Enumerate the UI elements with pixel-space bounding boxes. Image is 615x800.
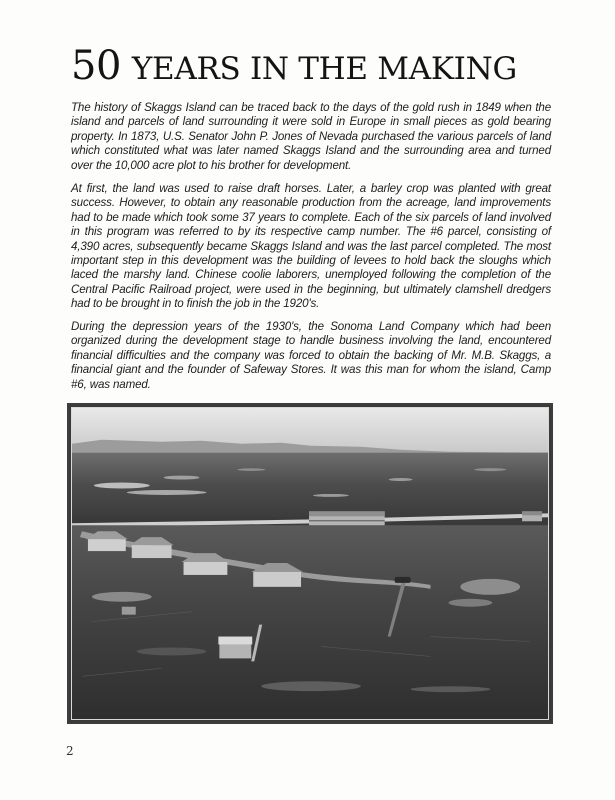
photo-image [71,407,549,720]
page-title [71,43,517,89]
historic-photo [67,403,553,724]
page-number: 2 [66,744,74,758]
title-text: YEARS IN THE MAKING [131,51,517,87]
title-number: 50 [71,43,121,89]
aerial-camp-photo-illustration [72,408,548,719]
paragraph-depression: During the depression years of the 1930's, the Sonoma Land Company which had been organized during the development stage to handle business involving the land, encountered financial difficulties and the company was forced to obtain the backing of Mr. M.B. Skaggs, a financial giant and the founder of Safeway Stores. It was this man for whom the island, Camp #6, was named. [71,320,551,391]
paragraph-development: At first, the land was used to raise draft horses. Later, a barley crop was planted with great success. However, to obtain any reasonable production from the acreage, land improvements had to be made which took some 37 years to complete. Each of the six parcels of land involved in this program was referred to by its respective camp number. The #6 parcel, consisting of 4,390 acres, subsequently became Skaggs Island and was the last parcel completed. The most important step in this development was the building of levees to hold back the sloughs which laced the marshy land. Chinese coolie laborers, unemployed following the completion of the Central Pacific Railroad project, were used in the beginning, but ultimately clamshell dredgers had to be brought in to finish the job in the 1920's. [71,182,551,311]
paragraph-history: The history of Skaggs Island can be traced back to the days of the gold rush in 1849 when the island and parcels of land surrounding it were sold in Europe in small pieces as gold bearing property. In 1873, U.S. Senator John P. Jones of Nevada purchased the various parcels of land which constituted what was later named Skaggs Island and the surrounding area and turned over the 10,000 acre plot to his brother for development. [71,101,551,172]
